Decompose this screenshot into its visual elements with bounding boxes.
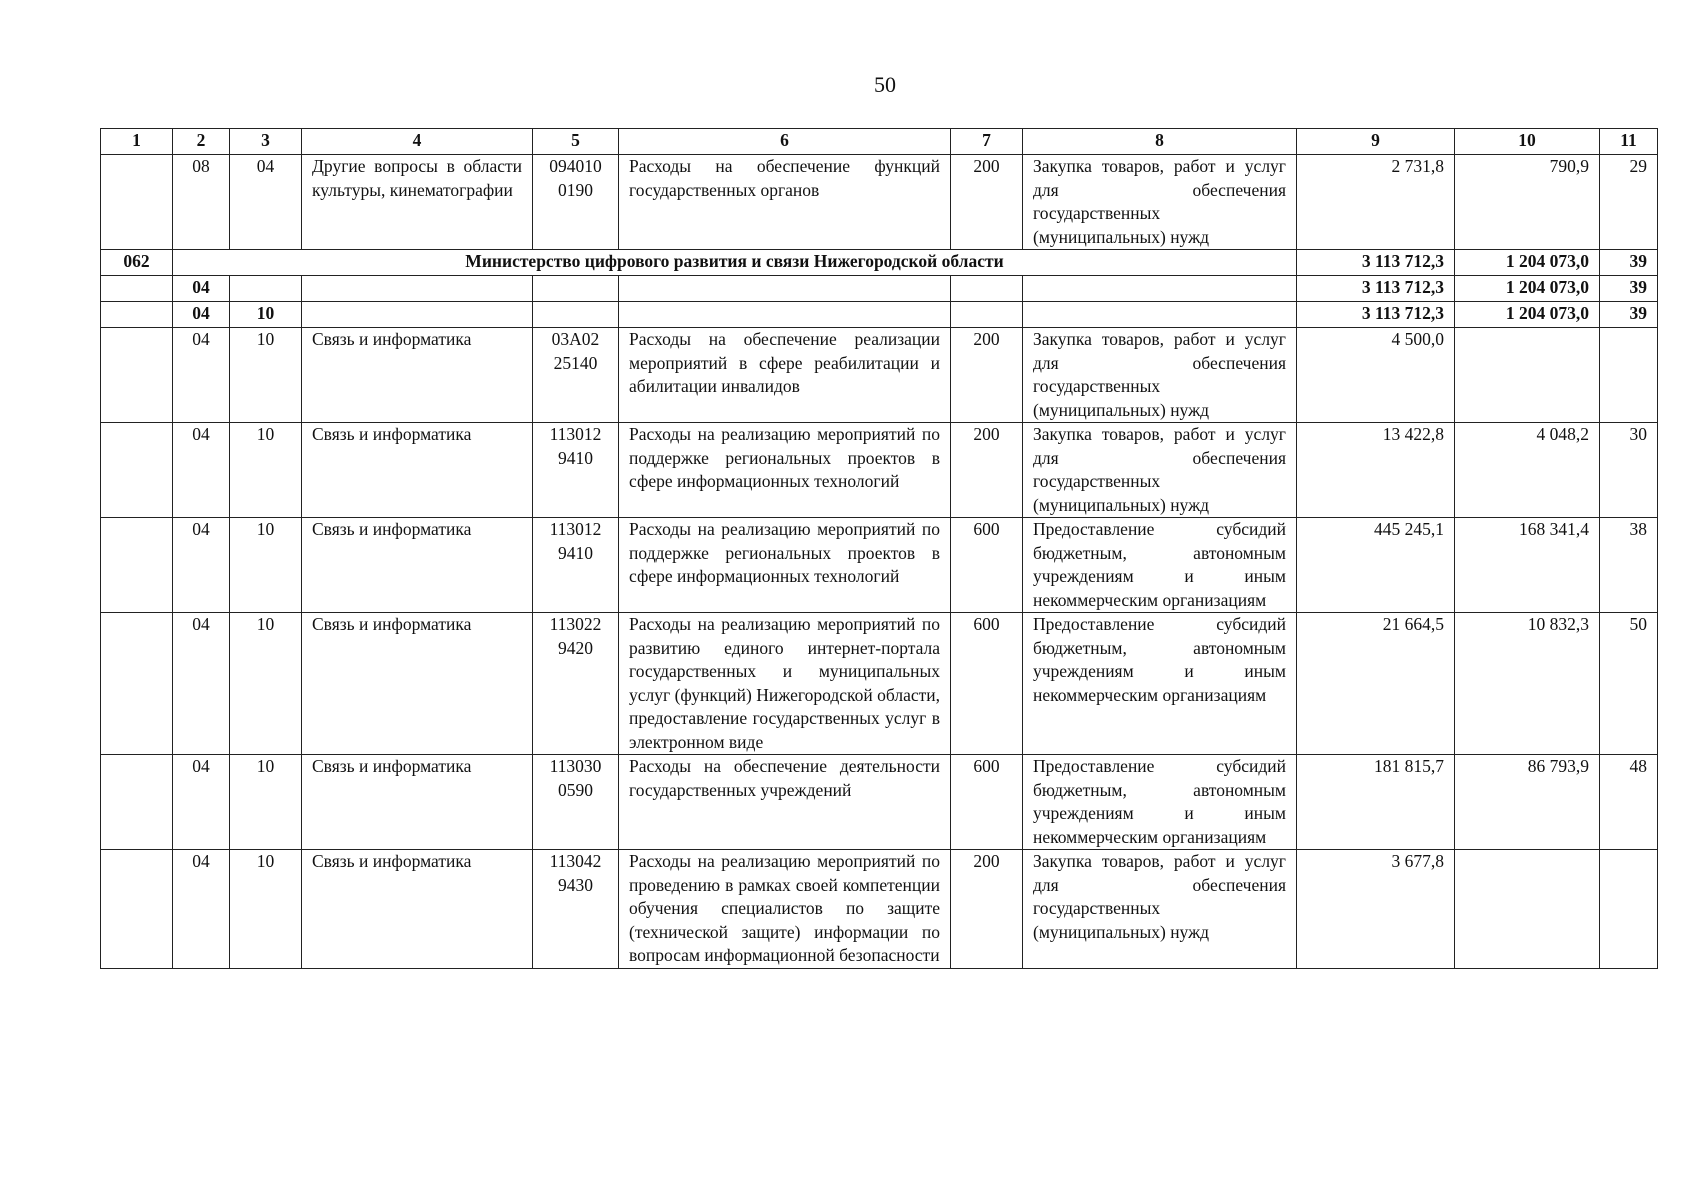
cell-target-name: Расходы на обеспечение функций государственных органов [619, 155, 951, 250]
cell-expense-name: Закупка товаров, работ и услуг для обеспечения государственных (муниципальных) нужд [1023, 423, 1297, 518]
cell-percent [1600, 328, 1658, 423]
cell-section: 04 [173, 276, 230, 302]
cell-expense-code: 600 [951, 518, 1023, 613]
table-row [101, 518, 1658, 613]
cell-subsection: 10 [230, 302, 302, 328]
table-row [101, 423, 1658, 518]
cell-amount-executed: 790,9 [1455, 155, 1600, 250]
cell-ministry-code [101, 613, 173, 755]
cell-amount: 21 664,5 [1297, 613, 1455, 755]
cell-ministry-code [101, 518, 173, 613]
cell-amount: 3 677,8 [1297, 850, 1455, 969]
cell-subsection: 10 [230, 755, 302, 850]
col-header-11: 11 [1600, 129, 1658, 155]
cell-target-name: Расходы на обеспечение реализации мероприятий в сфере реабилитации и абилитации инвалидов [619, 328, 951, 423]
table-row [101, 850, 1658, 969]
cell-section: 04 [173, 328, 230, 423]
cell-percent: 50 [1600, 613, 1658, 755]
col-header-10: 10 [1455, 129, 1600, 155]
budget-table [100, 128, 1658, 969]
cell-expense-name [1023, 276, 1297, 302]
cell-expense-name: Закупка товаров, работ и услуг для обеспечения государственных (муниципальных) нужд [1023, 850, 1297, 969]
col-header-8: 8 [1023, 129, 1297, 155]
cell-expense-code: 200 [951, 423, 1023, 518]
cell-section: 04 [173, 613, 230, 755]
cell-subsection: 10 [230, 518, 302, 613]
cell-section-name [302, 302, 533, 328]
cell-target-code: 03А02 25140 [533, 328, 619, 423]
cell-expense-name: Предоставление субсидий бюджетным, автономным учреждениям и иным некоммерческим организациям [1023, 755, 1297, 850]
cell-ministry-code: 062 [101, 250, 173, 276]
cell-section: 04 [173, 518, 230, 613]
cell-target-name [619, 276, 951, 302]
cell-amount-executed: 1 204 073,0 [1455, 250, 1600, 276]
cell-target-code: 113012 9410 [533, 423, 619, 518]
cell-percent: 30 [1600, 423, 1658, 518]
cell-target-code: 113012 9410 [533, 518, 619, 613]
table-row [101, 613, 1658, 755]
cell-amount: 3 113 712,3 [1297, 276, 1455, 302]
cell-section: 04 [173, 423, 230, 518]
col-header-7: 7 [951, 129, 1023, 155]
table-row [101, 155, 1658, 250]
subsection-total-row [101, 302, 1658, 328]
cell-amount: 181 815,7 [1297, 755, 1455, 850]
cell-target-name: Расходы на реализацию мероприятий по поддержке региональных проектов в сфере информационных технологий [619, 423, 951, 518]
cell-amount-executed: 1 204 073,0 [1455, 276, 1600, 302]
cell-target-code: 113042 9430 [533, 850, 619, 969]
cell-amount-executed [1455, 328, 1600, 423]
cell-percent: 39 [1600, 250, 1658, 276]
cell-percent: 39 [1600, 276, 1658, 302]
cell-amount: 3 113 712,3 [1297, 302, 1455, 328]
header-row [101, 129, 1658, 155]
cell-section: 08 [173, 155, 230, 250]
cell-percent: 38 [1600, 518, 1658, 613]
cell-expense-name: Предоставление субсидий бюджетным, автономным учреждениям и иным некоммерческим организациям [1023, 613, 1297, 755]
cell-target-code: 113030 0590 [533, 755, 619, 850]
cell-target-name: Расходы на реализацию мероприятий по развитию единого интернет-портала государственных и муниципальных услуг (функций) Нижегородской области, предоставление государственных услуг в электронном виде [619, 613, 951, 755]
section-total-row [101, 276, 1658, 302]
cell-subsection: 10 [230, 423, 302, 518]
cell-section-name [302, 276, 533, 302]
cell-subsection: 10 [230, 328, 302, 423]
cell-section: 04 [173, 302, 230, 328]
cell-section: 04 [173, 755, 230, 850]
col-header-9: 9 [1297, 129, 1455, 155]
col-header-6: 6 [619, 129, 951, 155]
cell-expense-code [951, 302, 1023, 328]
cell-percent: 29 [1600, 155, 1658, 250]
cell-section-name: Связь и информатика [302, 518, 533, 613]
cell-section: 04 [173, 850, 230, 969]
cell-expense-code: 200 [951, 850, 1023, 969]
col-header-5: 5 [533, 129, 619, 155]
cell-section-name: Связь и информатика [302, 613, 533, 755]
cell-ministry-code [101, 155, 173, 250]
cell-amount-executed: 4 048,2 [1455, 423, 1600, 518]
cell-target-code [533, 302, 619, 328]
cell-ministry-code [101, 276, 173, 302]
cell-amount-executed [1455, 850, 1600, 969]
cell-section-name: Связь и информатика [302, 423, 533, 518]
cell-target-name: Расходы на обеспечение деятельности государственных учреждений [619, 755, 951, 850]
cell-target-name: Расходы на реализацию мероприятий по проведению в рамках своей компетенции обучения специалистов по защите (технической защите) информации по вопросам информационной безопасности [619, 850, 951, 969]
cell-expense-name [1023, 302, 1297, 328]
cell-expense-code [951, 276, 1023, 302]
page-number: 50 [874, 72, 896, 97]
ministry-name: Министерство цифрового развития и связи Нижегородской области [173, 250, 1297, 276]
cell-expense-code: 200 [951, 155, 1023, 250]
col-header-2: 2 [173, 129, 230, 155]
cell-amount-executed: 1 204 073,0 [1455, 302, 1600, 328]
cell-amount-executed: 168 341,4 [1455, 518, 1600, 613]
cell-expense-name: Закупка товаров, работ и услуг для обеспечения государственных (муниципальных) нужд [1023, 155, 1297, 250]
cell-amount-executed: 86 793,9 [1455, 755, 1600, 850]
cell-expense-name: Закупка товаров, работ и услуг для обеспечения государственных (муниципальных) нужд [1023, 328, 1297, 423]
cell-amount: 13 422,8 [1297, 423, 1455, 518]
cell-ministry-code [101, 850, 173, 969]
cell-ministry-code [101, 423, 173, 518]
cell-amount: 3 113 712,3 [1297, 250, 1455, 276]
ministry-row [101, 250, 1658, 276]
cell-expense-code: 600 [951, 755, 1023, 850]
table-row [101, 755, 1658, 850]
col-header-1: 1 [101, 129, 173, 155]
cell-percent: 48 [1600, 755, 1658, 850]
cell-section-name: Связь и информатика [302, 850, 533, 969]
cell-percent [1600, 850, 1658, 969]
cell-target-code: 094010 0190 [533, 155, 619, 250]
cell-ministry-code [101, 328, 173, 423]
cell-expense-code: 600 [951, 613, 1023, 755]
cell-target-name: Расходы на реализацию мероприятий по поддержке региональных проектов в сфере информационных технологий [619, 518, 951, 613]
table-row [101, 328, 1658, 423]
cell-amount-executed: 10 832,3 [1455, 613, 1600, 755]
cell-percent: 39 [1600, 302, 1658, 328]
cell-target-code: 113022 9420 [533, 613, 619, 755]
cell-subsection: 10 [230, 850, 302, 969]
cell-target-code [533, 276, 619, 302]
cell-ministry-code [101, 755, 173, 850]
cell-ministry-code [101, 302, 173, 328]
cell-subsection: 04 [230, 155, 302, 250]
cell-section-name: Другие вопросы в области культуры, кинематографии [302, 155, 533, 250]
cell-expense-name: Предоставление субсидий бюджетным, автономным учреждениям и иным некоммерческим организациям [1023, 518, 1297, 613]
cell-amount: 2 731,8 [1297, 155, 1455, 250]
cell-section-name: Связь и информатика [302, 755, 533, 850]
col-header-4: 4 [302, 129, 533, 155]
cell-amount: 445 245,1 [1297, 518, 1455, 613]
cell-subsection: 10 [230, 613, 302, 755]
cell-amount: 4 500,0 [1297, 328, 1455, 423]
col-header-3: 3 [230, 129, 302, 155]
cell-target-name [619, 302, 951, 328]
cell-section-name: Связь и информатика [302, 328, 533, 423]
cell-expense-code: 200 [951, 328, 1023, 423]
cell-subsection [230, 276, 302, 302]
